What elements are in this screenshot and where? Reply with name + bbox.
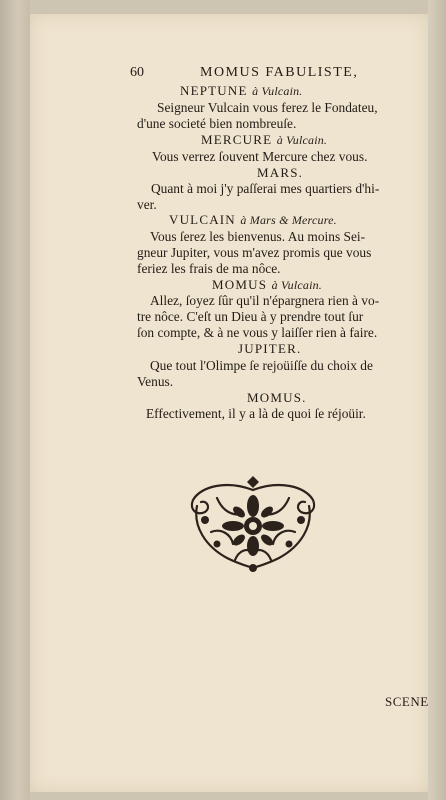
floral-tailpiece-ornament-icon (187, 476, 319, 576)
speaker-neptune: NEPTUNE à Vulcain. (180, 83, 303, 98)
speaker-mars: MARS. (257, 165, 304, 180)
text-line: tre nôce. C'eſt un Dieu à y prendre tout ſur (137, 309, 364, 324)
speaker-vulcain: VULCAIN à Mars & Mercure. (169, 212, 337, 227)
speaker-momus: MOMUS. (247, 390, 307, 405)
page-number: 60 (130, 65, 144, 80)
catchword: SCENE (385, 694, 429, 709)
text-line: Allez, ſoyez ſûr qu'il n'épargnera rien à vo- (150, 293, 380, 308)
speaker-mercure: MERCURE à Vulcain. (201, 132, 328, 147)
running-head: MOMUS FABULISTE, (200, 65, 359, 80)
text-line: ver. (137, 197, 157, 212)
text-line: Venus. (137, 374, 174, 389)
text-line: ſon compte, & à ne vous y laiſſer rien à faire. (137, 325, 378, 340)
page-edge (428, 0, 446, 800)
text-line: Effectivement, il y a là de quoi ſe réjoüir. (146, 406, 366, 421)
text-line: Seigneur Vulcain vous ferez le Fondateu, (157, 100, 378, 115)
text-line: Vous ſerez les bienvenus. Au moins Sei- (150, 229, 366, 244)
speaker-jupiter: JUPITER. (238, 341, 302, 356)
binding-gutter (0, 0, 30, 800)
text-line: feriez les frais de ma nôce. (137, 261, 281, 276)
speaker-momus: MOMUS à Vulcain. (212, 277, 323, 292)
text-line: Quant à moi j'y paſſerai mes quartiers d'hi- (151, 181, 380, 196)
text-line: gneur Jupiter, vous m'avez promis que vous (137, 245, 372, 260)
text-line: Que tout l'Olimpe ſe rejoüiſſe du choix de (150, 358, 373, 373)
text-line: d'une societé bien nombreuſe. (137, 116, 297, 131)
text-line: Vous verrez ſouvent Mercure chez vous. (152, 149, 368, 164)
